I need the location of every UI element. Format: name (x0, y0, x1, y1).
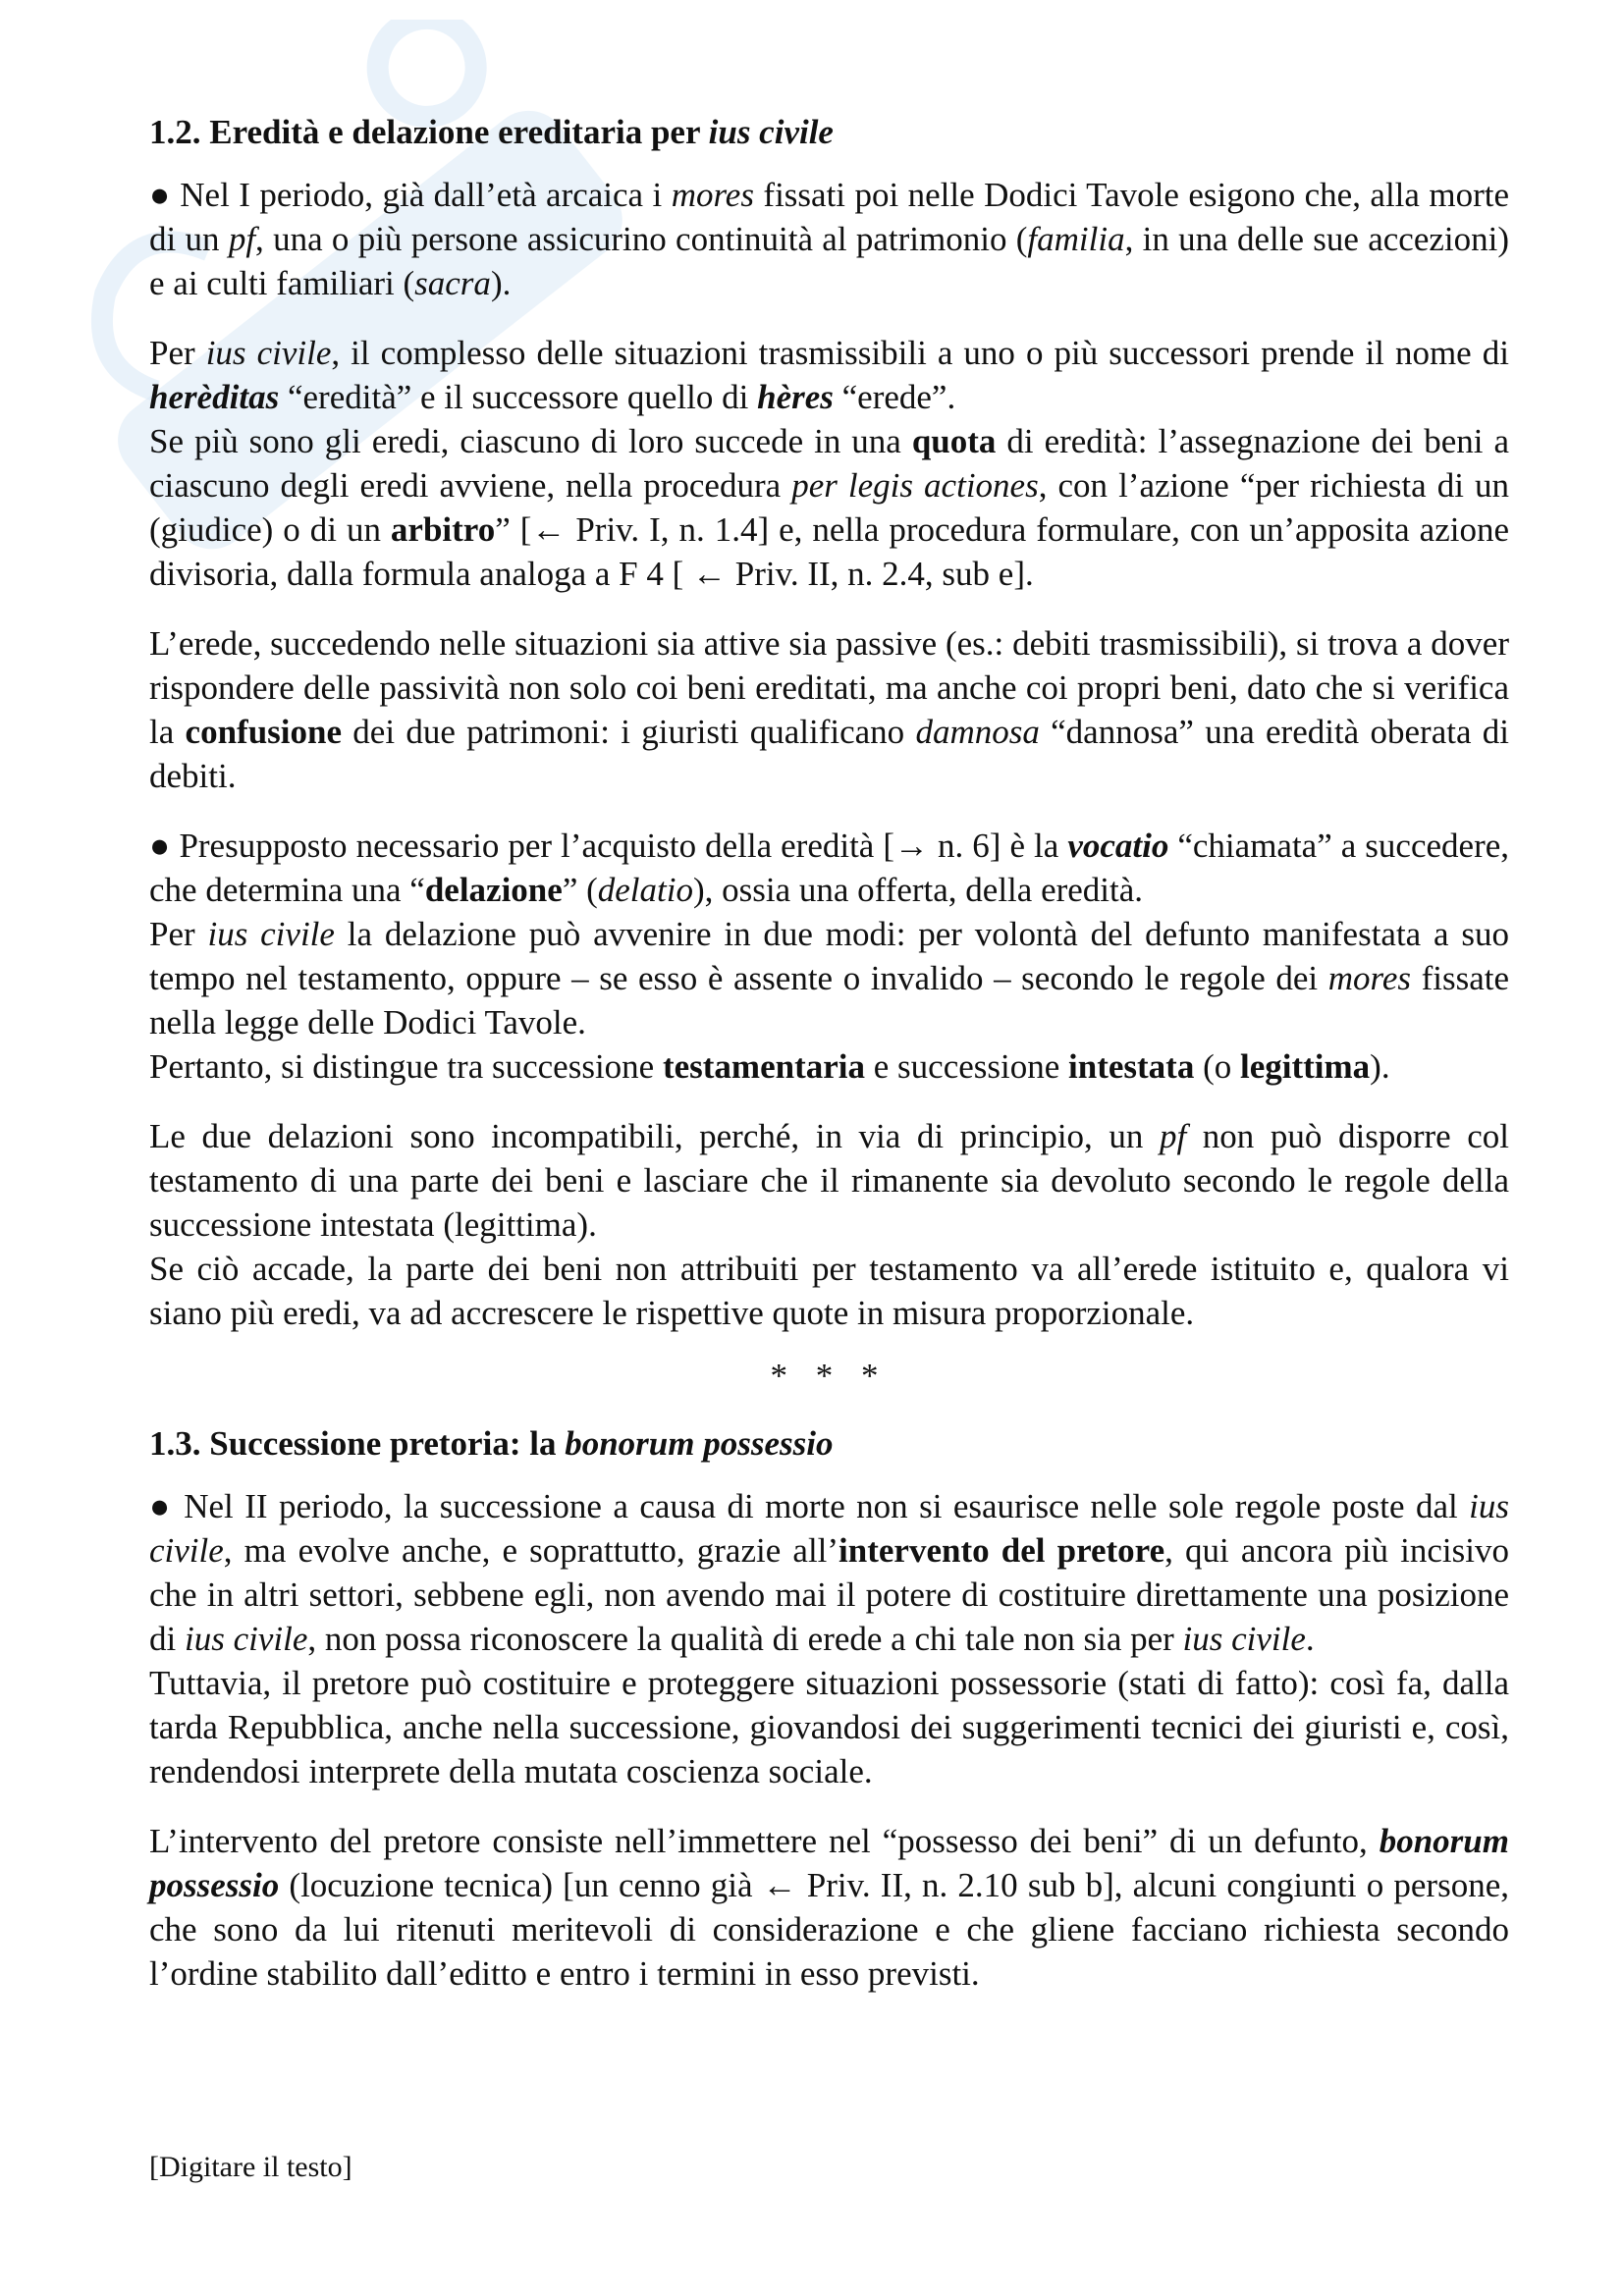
paragraph: L’intervento del pretore consiste nell’immettere nel “possesso dei beni” di un defunto, bonorum possessio (locuzione tecnica) [un cenno già ← Priv. II, n. 2.10 sub b], alcuni congiunti o persone, che sono da lui ritenuti meritevoli di considerazione e che gliene facciano richiesta secondo l’ordine stabilito dall’editto e entro i termini in esso previsti. (149, 1822, 1509, 1993)
bullet-icon: ● (149, 827, 171, 865)
paragraph: Se più sono gli eredi, ciascuno di loro succede in una quota di eredità: l’assegnazione dei beni a ciascuno degli eredi avviene, nella procedura per legis actiones, con l’azione “per richiesta di un (giudice) o di un arbitro” [← Priv. I, n. 1.4] e, nella procedura formulare, con un’apposita azione divisoria, dalla formula analoga a F 4 [ ← Priv. II, n. 2.4, sub e]. (149, 422, 1509, 593)
paragraph: Pertanto, si distingue tra successione testamentaria e successione intestata (o legittima). (149, 1047, 1390, 1086)
section-heading-1-3: 1.3. Successione pretoria: la bonorum possessio (149, 1424, 834, 1463)
paragraph: ● Nel II periodo, la successione a causa di morte non si esaurisce nelle sole regole poste dal ius civile, ma evolve anche, e soprattutto, grazie all’intervento del pretore, qui ancora più incisivo che in altri settori, sebbene egli, non avendo mai il potere di costituire direttamente una posizione di ius civile, non possa riconoscere la qualità di erede a chi tale non sia per ius civile. (149, 1487, 1510, 1658)
paragraph: L’erede, succedendo nelle situazioni sia attive sia passive (es.: debiti trasmissibili), si trova a dover rispondere delle passività non solo coi beni ereditati, ma anche coi propri beni, dato che si verifica la confusione dei due patrimoni: i giuristi qualificano damnosa “dannosa” una eredità oberata di debiti. (149, 624, 1509, 795)
bullet-icon: ● (149, 176, 171, 214)
paragraph: Se ciò accade, la parte dei beni non attribuiti per testamento va all’erede istituito e, qualora vi siano più eredi, va ad accrescere le rispettive quote in misura proporzionale. (149, 1250, 1509, 1332)
bullet-icon: ● (149, 1487, 173, 1525)
paragraph: ● Nel I periodo, già dall’età arcaica i mores fissati poi nelle Dodici Tavole esigono che, alla morte di un pf, una o più persone assicurino continuità al patrimonio (familia, in una delle sue accezioni) e ai culti familiari (sacra). (149, 176, 1510, 302)
paragraph: Le due delazioni sono incompatibili, perché, in via di principio, un pf non può disporre col testamento di una parte dei beni e lasciare che il rimanente sia devoluto secondo le regole della successione intestata (legittima). (149, 1117, 1510, 1244)
section-separator: * * * (770, 1357, 889, 1395)
paragraph: Tuttavia, il pretore può costituire e proteggere situazioni possessorie (stati di fatto): così fa, dalla tarda Repubblica, anche nella successione, giovandosi dei suggerimenti tecnici dei giuristi e, così, rendendosi interprete della mutata coscienza sociale. (149, 1664, 1509, 1790)
document-page (149, 110, 1509, 1996)
paragraph: Per ius civile, il complesso delle situazioni trasmissibili a uno o più successori prende il nome di herèditas “eredità” e il successore quello di hères “erede”. (149, 334, 1509, 416)
page-footer: [Digitare il testo] (149, 2151, 352, 2183)
paragraph: ● Presupposto necessario per l’acquisto della eredità [→ n. 6] è la vocatio “chiamata” a succedere, che determina una “delazione” (delatio), ossia una offerta, della eredità. (149, 827, 1510, 909)
section-heading-1-2: 1.2. Eredità e delazione ereditaria per ius civile (149, 113, 834, 151)
paragraph: Per ius civile la delazione può avvenire in due modi: per volontà del defunto manifestata a suo tempo nel testamento, oppure – se esso è assente o invalido – secondo le regole dei mores fissate nella legge delle Dodici Tavole. (149, 915, 1510, 1041)
